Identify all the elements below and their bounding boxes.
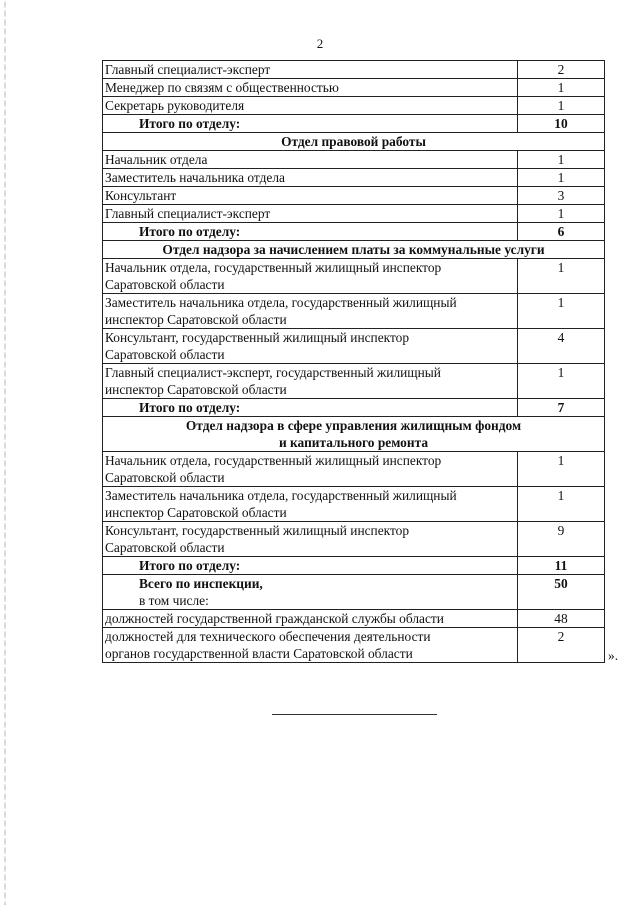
position-count: 1	[518, 364, 605, 399]
position-count: 11	[518, 557, 605, 575]
position-count: 1	[518, 452, 605, 487]
section-header-row	[103, 417, 605, 452]
department-total-row	[103, 115, 605, 133]
staff-table-body	[103, 61, 605, 663]
position-name: Итого по отделу:	[103, 115, 518, 133]
department-total-row	[103, 399, 605, 417]
section-title-line: и капитального ремонта	[278, 435, 429, 450]
position-name-line: органов государственной власти Саратовской области	[105, 646, 413, 661]
position-name	[103, 329, 518, 364]
position-name: Итого по отделу:	[103, 223, 518, 241]
position-name: Менеджер по связям с общественностью	[103, 79, 518, 97]
position-count: 1	[518, 151, 605, 169]
position-name-line: Начальник отдела, государственный жилищный инспектор	[105, 260, 442, 275]
position-count: 2	[518, 61, 605, 79]
position-count: 7	[518, 399, 605, 417]
position-count: 4	[518, 329, 605, 364]
table-row	[103, 452, 605, 487]
closing-quote-mark: ».	[608, 648, 619, 663]
section-title	[103, 417, 605, 452]
table-row	[103, 294, 605, 329]
position-name: Консультант	[103, 187, 518, 205]
position-name-line: инспектор Саратовской области	[105, 505, 287, 520]
table-row	[103, 205, 605, 223]
position-name	[103, 452, 518, 487]
table-row	[103, 79, 605, 97]
position-count: 2	[518, 628, 605, 663]
section-header-row	[103, 133, 605, 151]
position-name	[103, 628, 518, 663]
position-count: 1	[518, 487, 605, 522]
position-name-line: Заместитель начальника отдела, государственный жилищный	[105, 295, 457, 310]
table-row	[103, 522, 605, 557]
position-name-line: в том числе:	[139, 593, 209, 608]
position-name	[103, 364, 518, 399]
grand-total-row	[103, 575, 605, 610]
table-row	[103, 364, 605, 399]
position-count: 1	[518, 97, 605, 115]
position-name-line: Консультант, государственный жилищный инспектор	[105, 523, 410, 538]
table-row	[103, 628, 605, 663]
department-total-row	[103, 557, 605, 575]
position-count: 9	[518, 522, 605, 557]
position-name-line: инспектор Саратовской области	[105, 312, 287, 327]
position-name-line: Саратовской области	[105, 470, 225, 485]
position-count: 48	[518, 610, 605, 628]
position-name: Итого по отделу:	[103, 399, 518, 417]
table-row	[103, 610, 605, 628]
signature-divider-line	[272, 714, 437, 715]
department-total-row	[103, 223, 605, 241]
table-row	[103, 187, 605, 205]
position-count: 6	[518, 223, 605, 241]
position-name	[103, 294, 518, 329]
position-name: Заместитель начальника отдела	[103, 169, 518, 187]
table-row	[103, 259, 605, 294]
position-name-line: Заместитель начальника отдела, государственный жилищный	[105, 488, 457, 503]
position-name: Главный специалист-эксперт	[103, 205, 518, 223]
position-name: Итого по отделу:	[103, 557, 518, 575]
table-row	[103, 151, 605, 169]
position-name-line: должностей для технического обеспечения деятельности	[105, 629, 431, 644]
position-count: 3	[518, 187, 605, 205]
section-title-line: Отдел надзора в сфере управления жилищным фондом	[185, 418, 522, 433]
position-name-line: Всего по инспекции,	[139, 576, 263, 591]
section-title	[103, 241, 605, 259]
table-row	[103, 329, 605, 364]
position-name-line: Начальник отдела, государственный жилищный инспектор	[105, 453, 442, 468]
position-name: должностей государственной гражданской службы области	[103, 610, 518, 628]
position-count: 1	[518, 259, 605, 294]
table-row	[103, 61, 605, 79]
table-row	[103, 97, 605, 115]
position-name: Главный специалист-эксперт	[103, 61, 518, 79]
position-count: 50	[518, 575, 605, 610]
position-name	[103, 487, 518, 522]
position-name: Секретарь руководителя	[103, 97, 518, 115]
table-row	[103, 169, 605, 187]
page-number: 2	[316, 36, 324, 51]
position-count: 1	[518, 205, 605, 223]
section-title-line: Отдел правовой работы	[281, 134, 426, 149]
position-count: 10	[518, 115, 605, 133]
position-count: 1	[518, 294, 605, 329]
position-name-line: Главный специалист-эксперт, государственный жилищный	[105, 365, 441, 380]
section-title	[103, 133, 605, 151]
position-name: Начальник отдела	[103, 151, 518, 169]
position-name	[103, 259, 518, 294]
section-title-line: Отдел надзора за начислением платы за коммунальные услуги	[162, 242, 545, 257]
position-name-line: Саратовской области	[105, 277, 225, 292]
scan-edge-dots	[4, 0, 6, 905]
position-name-line: Саратовской области	[105, 540, 225, 555]
section-header-row	[103, 241, 605, 259]
position-name	[103, 522, 518, 557]
position-count: 1	[518, 169, 605, 187]
position-count: 1	[518, 79, 605, 97]
position-name-line: инспектор Саратовской области	[105, 382, 287, 397]
table-row	[103, 487, 605, 522]
position-name-line: Саратовской области	[105, 347, 225, 362]
staff-table	[102, 60, 605, 663]
position-name-line: Консультант, государственный жилищный инспектор	[105, 330, 410, 345]
position-name	[103, 575, 518, 610]
